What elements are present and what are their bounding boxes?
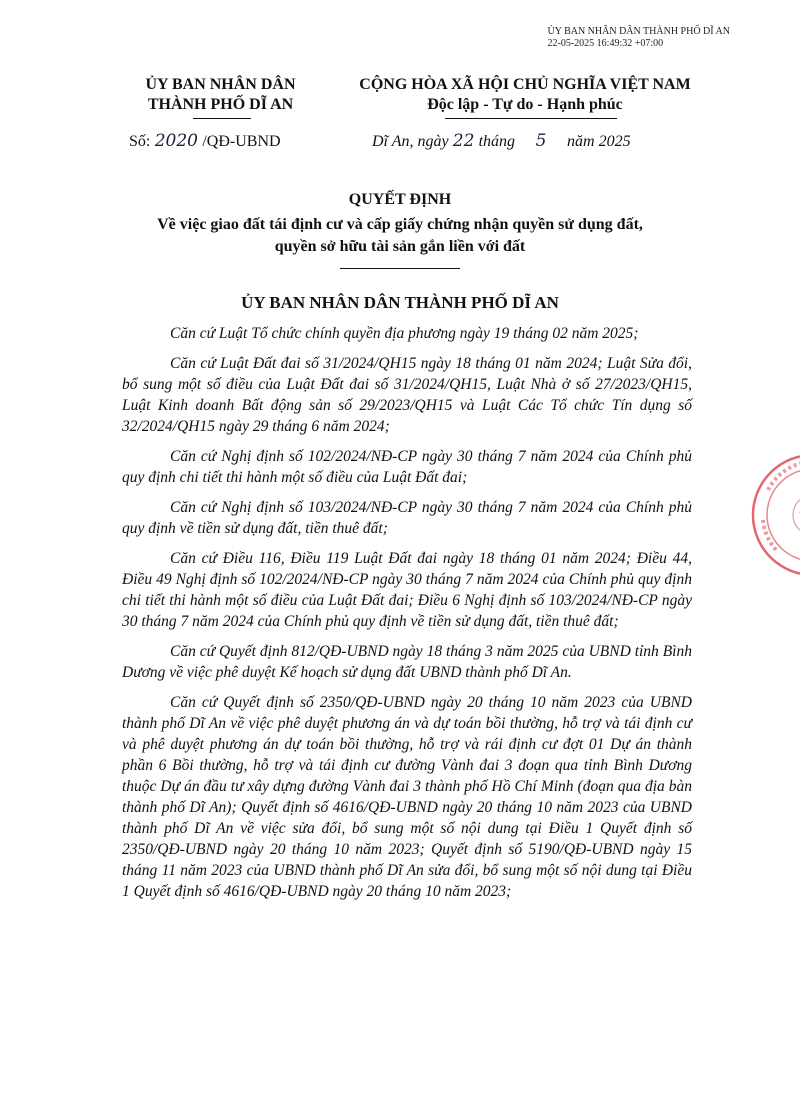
issuing-authority: ỦY BAN NHÂN DÂN THÀNH PHỐ DĨ AN	[241, 293, 559, 312]
digital-signature-stamp	[548, 26, 731, 50]
legal-basis-paragraph: Căn cứ Luật Tổ chức chính quyền địa phương ngày 19 tháng 02 năm 2025;	[170, 325, 639, 342]
national-motto: Độc lập - Tự do - Hạnh phúc	[427, 96, 623, 113]
digital-signature-timestamp: 22-05-2025 16:49:32 +07:00	[547, 38, 664, 49]
date-month: 5	[535, 131, 547, 151]
subtitle-line-1: Về việc giao đất tái định cư và cấp giấy chứng nhận quyền sử dụng đất,	[157, 216, 643, 233]
number-value: 2020	[154, 131, 198, 151]
place-date-prefix: Dĩ An, ngày	[372, 133, 449, 150]
legal-basis-paragraph: Căn cứ Quyết định 812/QĐ-UBND ngày 18 tháng 3 năm 2025 của UBND tỉnh Bình Dương về việc phê duyệt Kế hoạch sử dụng đất UBND thành phố Dĩ An.	[122, 643, 692, 681]
number-suffix: /QĐ-UBND	[202, 133, 281, 150]
digital-signature-signer: ỦY BAN NHÂN DÂN THÀNH PHỐ DĨ AN	[547, 26, 730, 37]
legal-basis-paragraph: Căn cứ Quyết định số 2350/QĐ-UBND ngày 20 tháng 10 năm 2023 của UBND thành phố Dĩ An về việc phê duyệt phương án và dự toán bồi thường, hỗ trợ và tái định cư và phê duyệt phương án dự toán bồi thường, hỗ trợ và rái định cư đợt 01 Dự án thành phần 6 Bồi thường, hỗ trợ và tái định cư đường Vành đai 3 đoạn qua tỉnh Bình Dương thuộc Dự án đầu tư xây dựng đường Vành đai 3 thành phố Hồ Chí Minh (đoạn qua địa bàn thành phố Dĩ An); Quyết định số 4616/QĐ-UBND ngày 20 tháng 10 năm 2023 của UBND thành phố Dĩ An về việc sửa đổi, bổ sung một số nội dung tại Điều 1 Quyết định số 2350/QĐ-UBND ngày 20 tháng 10 năm 2023; Quyết định số 5190/QĐ-UBND ngày 15 tháng 11 năm 2023 của UBND thành phố Dĩ An sửa đổi, bổ sung một số nội dung tại Điều 1 Quyết định số 4616/QĐ-UBND ngày 20 tháng 10 năm 2023;	[122, 694, 692, 900]
agency-underline	[193, 118, 251, 119]
date-day: 22	[452, 131, 475, 151]
red-seal-icon	[748, 450, 800, 580]
place-and-date	[372, 131, 631, 152]
month-label: tháng	[478, 133, 516, 150]
document-subtitle	[100, 214, 700, 258]
document-title: QUYẾT ĐỊNH	[348, 191, 452, 208]
legal-basis-paragraph: Căn cứ Điều 116, Điều 119 Luật Đất đai ngày 18 tháng 01 năm 2024; Điều 44, Điều 49 Nghị định số 102/2024/NĐ-CP ngày 30 tháng 7 năm 2024 của Chính phủ quy định chi tiết thi hành một số điều của Luật Đất đai; Điều 6 Nghị định số 103/2024/NĐ-CP ngày 30 tháng 7 năm 2024 của Chính phủ quy định về tiền sử dụng đất, tiền thuê đất;	[122, 550, 692, 630]
nation-name: CỘNG HÒA XÃ HỘI CHỦ NGHĨA VIỆT NAM	[359, 76, 691, 93]
legal-basis-paragraph: Căn cứ Nghị định số 102/2024/NĐ-CP ngày 30 tháng 7 năm 2024 của Chính phủ quy định chi tiết thi hành một số điều của Luật Đất đai;	[122, 448, 692, 486]
legal-basis-section	[122, 323, 692, 911]
number-label: Số:	[129, 133, 151, 150]
legal-basis-paragraph: Căn cứ Luật Đất đai số 31/2024/QH15 ngày 18 tháng 01 năm 2024; Luật Sửa đổi, bổ sung một số điều của Luật Đất đai số 31/2024/QH15, Luật Nhà ở số 27/2023/QH15, Luật Kinh doanh Bất động sản số 29/2023/QH15 và Luật Các Tổ chức Tín dụng số 32/2024/QH15 ngày 29 tháng 6 năm 2024;	[122, 355, 692, 435]
legal-basis-paragraph: Căn cứ Nghị định số 103/2024/NĐ-CP ngày 30 tháng 7 năm 2024 của Chính phủ quy định về tiền sử dụng đất, tiền thuê đất;	[122, 499, 692, 537]
agency-line-1: ỦY BAN NHÂN DÂN	[145, 76, 296, 93]
motto-underline	[445, 118, 617, 119]
agency-line-2: THÀNH PHỐ DĨ AN	[147, 96, 294, 113]
year-text: năm 2025	[567, 133, 631, 150]
issuing-agency	[118, 75, 323, 115]
national-header	[325, 75, 725, 115]
subtitle-line-2: quyền sở hữu tài sản gắn liền với đất	[274, 238, 526, 255]
document-number	[129, 131, 281, 152]
subtitle-underline	[340, 268, 460, 269]
